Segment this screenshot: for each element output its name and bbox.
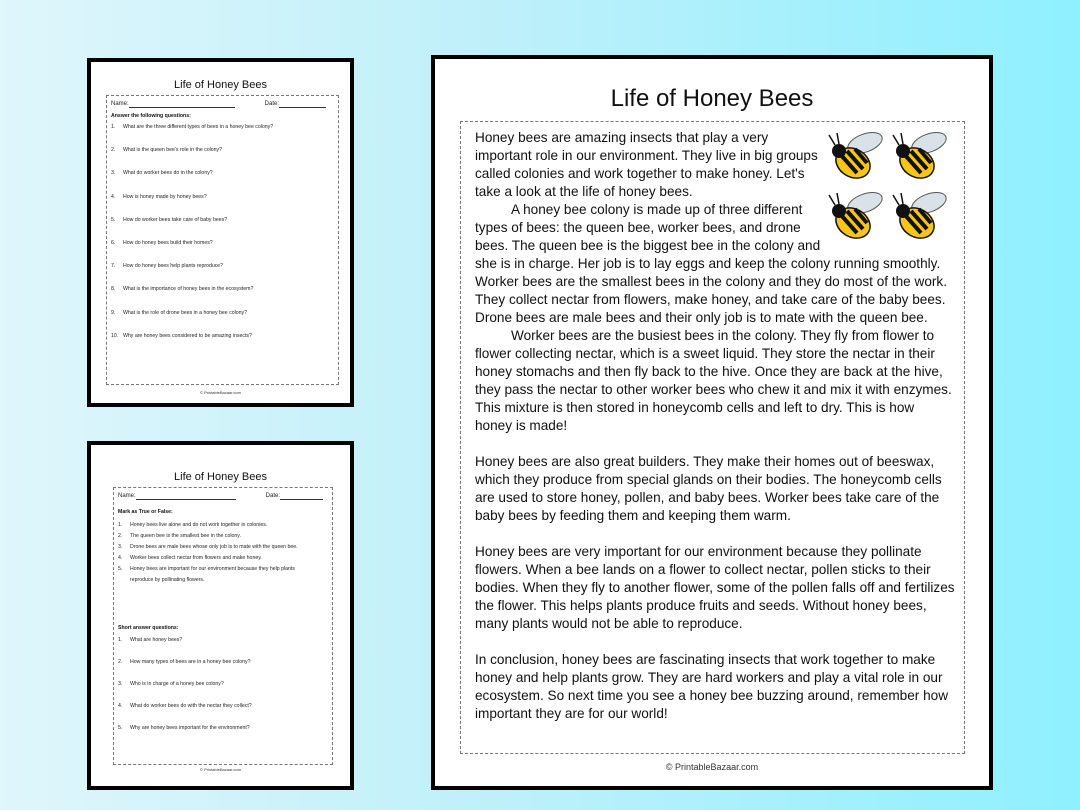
copyright-footer: © PrintableBazaar.com <box>200 390 241 395</box>
date-label: Date: <box>264 101 280 107</box>
paragraph-conclusion: In conclusion, honey bees are fascinating insects that work together to make honey and help plants grow. They are hard workers and play a vital role in our ecosystem. So next time you see a honey bee buzzing around, remember how important they are for our world! <box>475 652 949 721</box>
instructions-heading: Answer the following questions: <box>111 113 191 119</box>
list-item: 8. What is the importance of honey bees in the ecosystem? <box>111 286 254 292</box>
list-item: 5. Honey bees are important for our environment because they help plants reproduce by pollinating flowers. <box>118 566 295 583</box>
reading-passage-page <box>431 55 993 790</box>
paragraph-builders: Honey bees are also great builders. They make their homes out of beeswax, which they produce from special glands on their bodies. The honeycomb cells are used to store honey, pollen, and baby bees. Worker bees take care of the baby bees by feeding them and keeping them warm. <box>475 454 942 523</box>
date-line <box>280 493 323 500</box>
short-answer-heading: Short answer questions: <box>118 625 179 631</box>
date-label: Date: <box>265 493 281 499</box>
honey-bee-icon <box>827 189 889 247</box>
list-item: 2. The queen bee is the smallest bee in the colony. <box>118 533 241 539</box>
name-date-row <box>118 493 323 500</box>
list-item: 5. Why are honey bees important for the environment? <box>118 725 250 731</box>
name-line <box>136 493 236 500</box>
name-label: Name: <box>111 101 129 107</box>
name-label: Name: <box>118 493 136 499</box>
list-item: 3. What do worker bees do in the colony? <box>111 170 213 176</box>
page-title: Life of Honey Bees <box>174 79 267 91</box>
honey-bee-icon <box>891 189 953 247</box>
paragraph-pollination: Honey bees are very important for our environment because they pollinate flowers. When a bee lands on a flower to collect nectar, pollen sticks to their bodies. When they fly to another flower, some of the pollen falls off and fertilizes the flower. This helps plants produce fruits and seeds. Without honey bees, many plants would not be able to reproduce. <box>475 544 955 631</box>
list-item: 6. How do honey bees build their homes? <box>111 240 213 246</box>
truefalse-heading: Mark as True or False: <box>118 509 173 515</box>
list-item: 3. Drone bees are male bees whose only job is to mate with the queen bee. <box>118 544 298 550</box>
page-title: Life of Honey Bees <box>610 85 814 112</box>
content-border <box>113 487 333 765</box>
name-line <box>129 101 235 108</box>
list-item: 5. How do worker bees take care of baby bees? <box>111 217 228 223</box>
list-item: 4. How is honey made by honey bees? <box>111 194 207 200</box>
worksheet-truefalse-page <box>87 441 354 790</box>
honey-bee-icon <box>891 129 953 187</box>
list-item: 2. How many types of bees are in a honey bee colony? <box>118 659 251 665</box>
worksheet-questions-page <box>87 58 354 407</box>
list-item: 4. Worker bees collect nectar from flowers and make honey. <box>118 555 262 561</box>
reading-passage <box>475 129 955 723</box>
list-item: 1. Honey bees live alone and do not work together in colonies. <box>118 522 268 528</box>
list-item: 10. Why are honey bees considered to be amazing insects? <box>111 333 252 339</box>
paragraph-colony: A honey bee colony is made up of three different types of bees: the queen bee, worker bees, and drone bees. The queen bee is the biggest bee in the colony and she is in charge. Her job is to lay eggs and keep the colony running smoothly. Worker bees are the smallest bees in the colony and they do most of the work. They collect nectar from flowers, make honey, and take care of the baby bees. Drone bees are male bees and their only job is to mate with the queen bee. <box>475 202 947 325</box>
list-item: 4. What do worker bees do with the nectar they collect? <box>118 703 252 709</box>
page-title: Life of Honey Bees <box>174 471 267 483</box>
list-item: 2. What is the queen bee's role in the colony? <box>111 147 223 153</box>
copyright-footer: © PrintableBazaar.com <box>665 762 759 772</box>
honey-bee-icon <box>827 129 889 187</box>
content-border <box>106 95 339 385</box>
list-item: 9. What is the role of drone bees in a honey bee colony? <box>111 310 248 316</box>
paragraph-intro: Honey bees are amazing insects that play a very important role in our environment. They live in big groups called colonies and work together to make honey. Let's take a look at the life of honey bees. <box>475 130 818 199</box>
date-line <box>279 101 326 108</box>
list-item: 7. How do honey bees help plants reproduce? <box>111 263 224 269</box>
list-item: 1. What are the three different types of bees in a honey bee colony? <box>111 124 274 130</box>
list-item: 1. What are honey bees? <box>118 637 183 643</box>
honey-bee-illustration <box>827 129 955 251</box>
paragraph-workers: Worker bees are the busiest bees in the colony. They fly from flower to flower collecting nectar, which is a sweet liquid. They store the nectar in their honey stomachs and then fly back to the hive. Once they are back at the hive, they pass the nectar to other worker bees who chew it and mix it with enzymes. This mixture is then stored in honeycomb cells and left to dry. This is how honey is made! <box>475 328 952 433</box>
list-item: 3. Who is in charge of a honey bee colony? <box>118 681 224 687</box>
copyright-footer: © PrintableBazaar.com <box>200 767 241 772</box>
name-date-row <box>111 101 326 108</box>
